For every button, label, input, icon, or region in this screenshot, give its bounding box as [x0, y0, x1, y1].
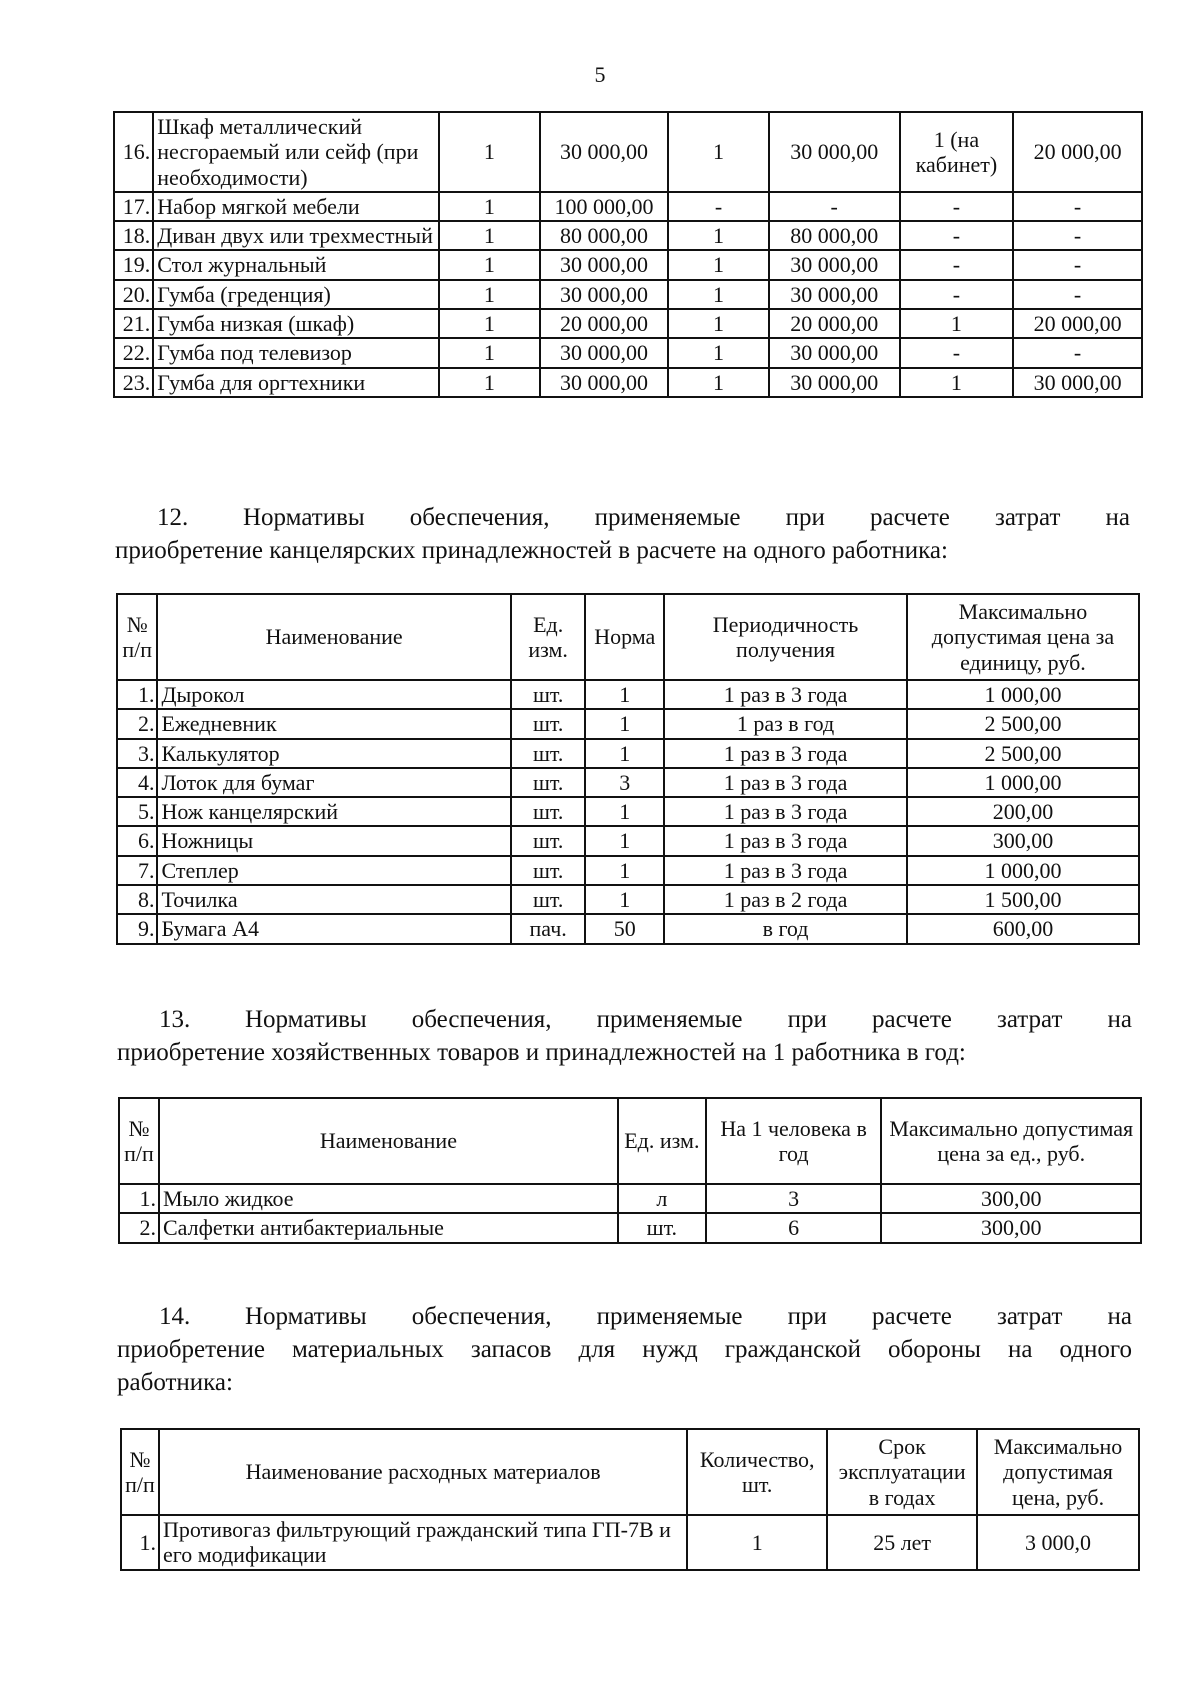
quantity-3: - [900, 221, 1013, 250]
price-2: 80 000,00 [769, 221, 900, 250]
quantity-2: 1 [668, 221, 768, 250]
unit: пач. [511, 914, 586, 943]
item-name: Степлер [157, 856, 510, 885]
price-3: 30 000,00 [1013, 368, 1142, 397]
table-row [114, 250, 1142, 279]
row-number: 23. [114, 368, 153, 397]
section-13-number: 13. [159, 1006, 191, 1033]
period: 1 раз в 3 года [664, 739, 907, 768]
unit: шт. [511, 797, 586, 826]
table-row [121, 1515, 1139, 1570]
table-row [117, 768, 1139, 797]
item-name: Ежедневник [157, 709, 510, 738]
section-13-line1: Нормативы обеспечения, применяемые при расчете затрат на [245, 1006, 1132, 1033]
unit: шт. [511, 709, 586, 738]
row-number: 20. [114, 280, 153, 309]
table-row [114, 221, 1142, 250]
norm: 1 [585, 739, 664, 768]
table-row [114, 112, 1142, 192]
header-norm: Норма [585, 594, 664, 680]
item-name: Шкаф металлический несгораемый или сейф (при необходимости) [153, 112, 439, 192]
table-row [114, 368, 1142, 397]
term: 25 лет [827, 1515, 977, 1570]
item-name: Дырокол [157, 680, 510, 709]
price-3: - [1013, 192, 1142, 221]
item-name: Диван двух или трехместный [153, 221, 439, 250]
item-name: Мыло жидкое [159, 1184, 618, 1213]
header-num: № п/п [121, 1429, 159, 1515]
price: 300,00 [907, 826, 1139, 855]
header-name: Наименование [157, 594, 510, 680]
item-name: Гумба низкая (шкаф) [153, 309, 439, 338]
stationery-table [116, 593, 1140, 945]
quantity-3: 1 [900, 309, 1013, 338]
item-name: Гумба под телевизор [153, 338, 439, 367]
quantity-2: 1 [668, 280, 768, 309]
section-12-line2: приобретение канцелярских принадлежностей в расчете на одного работника: [115, 537, 948, 564]
unit: шт. [511, 826, 586, 855]
page-number: 5 [594, 62, 606, 87]
period: 1 раз в год [664, 709, 907, 738]
price: 300,00 [881, 1213, 1141, 1242]
item-name: Ножницы [157, 826, 510, 855]
unit: шт. [511, 680, 586, 709]
price: 600,00 [907, 914, 1139, 943]
furniture-table [113, 111, 1143, 398]
norm: 50 [585, 914, 664, 943]
table-row [114, 280, 1142, 309]
quantity-1: 1 [439, 112, 539, 192]
price: 1 000,00 [907, 856, 1139, 885]
table-row [117, 739, 1139, 768]
header-num: № п/п [119, 1098, 159, 1184]
item-name: Стол журнальный [153, 250, 439, 279]
price: 300,00 [881, 1184, 1141, 1213]
quantity: 1 [687, 1515, 827, 1570]
item-name: Гумба (греденция) [153, 280, 439, 309]
table-row [117, 856, 1139, 885]
quantity-2: 1 [668, 368, 768, 397]
price: 1 000,00 [907, 680, 1139, 709]
table-row [119, 1213, 1141, 1242]
unit: шт. [511, 739, 586, 768]
period: 1 раз в 3 года [664, 826, 907, 855]
price-1: 80 000,00 [540, 221, 669, 250]
price: 1 000,00 [907, 768, 1139, 797]
quantity-3: 1 [900, 368, 1013, 397]
price: 2 500,00 [907, 739, 1139, 768]
header-term: Срок эксплуатации в годах [827, 1429, 977, 1515]
price-2: 30 000,00 [769, 338, 900, 367]
quantity-3: - [900, 250, 1013, 279]
header-name: Наименование [159, 1098, 618, 1184]
price-3: - [1013, 338, 1142, 367]
period: 1 раз в 2 года [664, 885, 907, 914]
quantity-1: 1 [439, 309, 539, 338]
row-number: 2. [119, 1213, 159, 1242]
row-number: 7. [117, 856, 157, 885]
header-num: № п/п [117, 594, 157, 680]
price-1: 30 000,00 [540, 338, 669, 367]
table-row [119, 1184, 1141, 1213]
price-1: 30 000,00 [540, 280, 669, 309]
norm: 1 [585, 797, 664, 826]
section-12-number: 12. [157, 504, 189, 531]
row-number: 3. [117, 739, 157, 768]
price: 2 500,00 [907, 709, 1139, 738]
row-number: 22. [114, 338, 153, 367]
price-3: 20 000,00 [1013, 309, 1142, 338]
item-name: Салфетки антибактериальные [159, 1213, 618, 1242]
row-number: 16. [114, 112, 153, 192]
header-period: Периодичность получения [664, 594, 907, 680]
price: 3 000,0 [977, 1515, 1139, 1570]
quantity-2: 1 [668, 309, 768, 338]
norm: 1 [585, 709, 664, 738]
row-number: 4. [117, 768, 157, 797]
section-13-paragraph [117, 1003, 1132, 1069]
price-2: 30 000,00 [769, 250, 900, 279]
quantity-2: 1 [668, 112, 768, 192]
item-name: Калькулятор [157, 739, 510, 768]
item-name: Бумага А4 [157, 914, 510, 943]
quantity-1: 1 [439, 280, 539, 309]
household-table [118, 1097, 1142, 1244]
quantity-3: - [900, 280, 1013, 309]
item-name: Противогаз фильтрующий гражданский типа ГП-7В и его модификации [159, 1515, 687, 1570]
row-number: 2. [117, 709, 157, 738]
price-3: - [1013, 250, 1142, 279]
row-number: 1. [121, 1515, 159, 1570]
quantity-2: 1 [668, 250, 768, 279]
norm: 1 [585, 856, 664, 885]
civil-defense-table [120, 1428, 1140, 1571]
table-row [117, 709, 1139, 738]
section-14-line3: работника: [117, 1369, 233, 1396]
quantity-1: 1 [439, 250, 539, 279]
table-row [117, 680, 1139, 709]
row-number: 21. [114, 309, 153, 338]
section-12-paragraph [115, 501, 1130, 567]
header-qty: Количество, шт. [687, 1429, 827, 1515]
table-row [114, 192, 1142, 221]
table-row [117, 797, 1139, 826]
quantity-2: - [668, 192, 768, 221]
header-unit: Ед. изм. [511, 594, 586, 680]
period: 1 раз в 3 года [664, 680, 907, 709]
unit: шт. [511, 885, 586, 914]
unit: шт. [511, 856, 586, 885]
price-1: 20 000,00 [540, 309, 669, 338]
price-2: 30 000,00 [769, 368, 900, 397]
header-name: Наименование расходных материалов [159, 1429, 687, 1515]
quantity-1: 1 [439, 221, 539, 250]
price-2: - [769, 192, 900, 221]
header-price: Максимально допустимая цена, руб. [977, 1429, 1139, 1515]
price-3: - [1013, 280, 1142, 309]
period: 1 раз в 3 года [664, 768, 907, 797]
price-1: 100 000,00 [540, 192, 669, 221]
table-row [114, 309, 1142, 338]
section-14-paragraph [117, 1300, 1132, 1399]
table-row [117, 885, 1139, 914]
norm: 1 [585, 885, 664, 914]
price: 200,00 [907, 797, 1139, 826]
quantity-3: 1 (на кабинет) [900, 112, 1013, 192]
price: 1 500,00 [907, 885, 1139, 914]
section-14-line2: приобретение материальных запасов для нужд гражданской обороны на одного [117, 1336, 1132, 1363]
quantity-2: 1 [668, 338, 768, 367]
period: 1 раз в 3 года [664, 856, 907, 885]
quantity-1: 1 [439, 338, 539, 367]
price-1: 30 000,00 [540, 250, 669, 279]
period: в год [664, 914, 907, 943]
price-2: 30 000,00 [769, 280, 900, 309]
norm: 1 [585, 826, 664, 855]
item-name: Гумба для оргтехники [153, 368, 439, 397]
quantity-1: 1 [439, 192, 539, 221]
header-per-person: На 1 человека в год [706, 1098, 882, 1184]
norm: 1 [585, 680, 664, 709]
item-name: Лоток для бумаг [157, 768, 510, 797]
row-number: 17. [114, 192, 153, 221]
price-2: 20 000,00 [769, 309, 900, 338]
row-number: 5. [117, 797, 157, 826]
table-row [117, 914, 1139, 943]
price-3: 20 000,00 [1013, 112, 1142, 192]
header-price: Максимально допустимая цена за ед., руб. [881, 1098, 1141, 1184]
quantity-3: - [900, 338, 1013, 367]
header-price: Максимально допустимая цена за единицу, руб. [907, 594, 1139, 680]
norm: 3 [585, 768, 664, 797]
quantity: 6 [706, 1213, 882, 1242]
period: 1 раз в 3 года [664, 797, 907, 826]
row-number: 1. [119, 1184, 159, 1213]
price-3: - [1013, 221, 1142, 250]
quantity-3: - [900, 192, 1013, 221]
unit: шт. [618, 1213, 706, 1242]
row-number: 19. [114, 250, 153, 279]
item-name: Набор мягкой мебели [153, 192, 439, 221]
table-row [117, 826, 1139, 855]
price-1: 30 000,00 [540, 112, 669, 192]
row-number: 9. [117, 914, 157, 943]
price-1: 30 000,00 [540, 368, 669, 397]
quantity: 3 [706, 1184, 882, 1213]
row-number: 1. [117, 680, 157, 709]
item-name: Точилка [157, 885, 510, 914]
row-number: 6. [117, 826, 157, 855]
table-row [114, 338, 1142, 367]
item-name: Нож канцелярский [157, 797, 510, 826]
header-unit: Ед. изм. [618, 1098, 706, 1184]
row-number: 18. [114, 221, 153, 250]
section-14-number: 14. [159, 1303, 191, 1330]
unit: шт. [511, 768, 586, 797]
unit: л [618, 1184, 706, 1213]
section-12-line1: Нормативы обеспечения, применяемые при расчете затрат на [243, 504, 1130, 531]
section-14-line1: Нормативы обеспечения, применяемые при расчете затрат на [245, 1303, 1132, 1330]
price-2: 30 000,00 [769, 112, 900, 192]
row-number: 8. [117, 885, 157, 914]
quantity-1: 1 [439, 368, 539, 397]
section-13-line2: приобретение хозяйственных товаров и принадлежностей на 1 работника в год: [117, 1039, 966, 1066]
